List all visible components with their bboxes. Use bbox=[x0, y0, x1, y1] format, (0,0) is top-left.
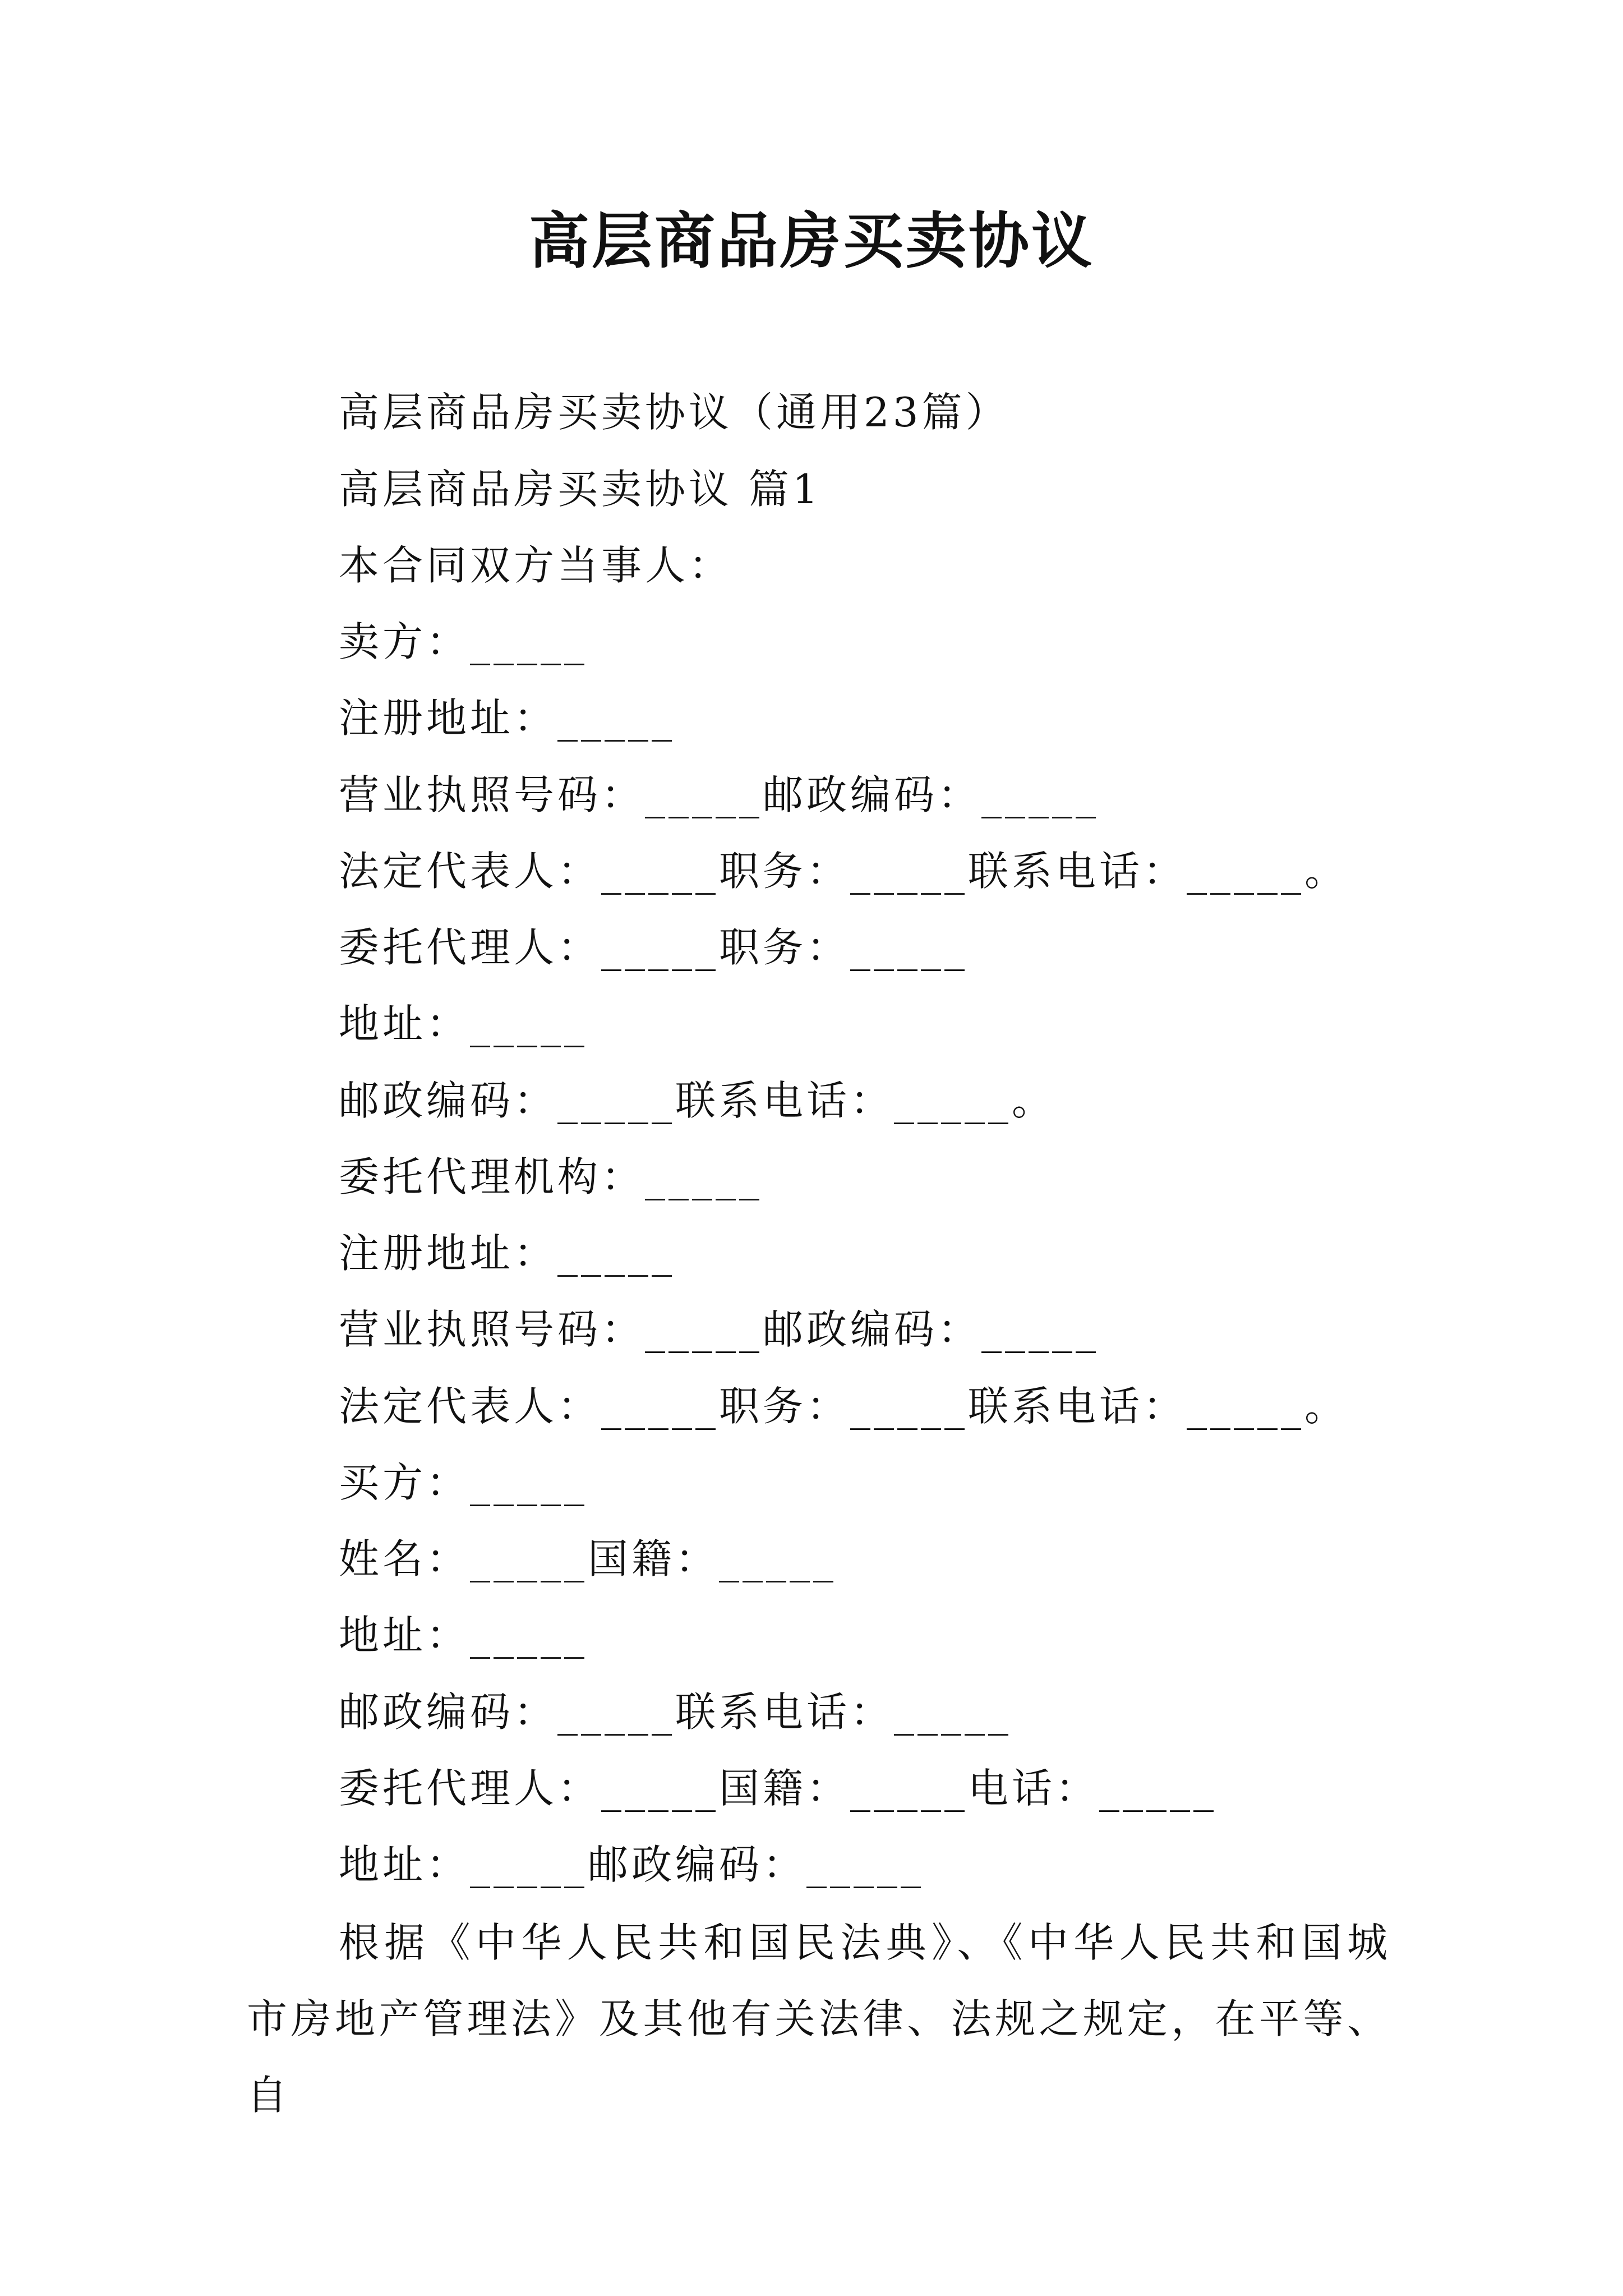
text-line-3: 本合同双方当事人： bbox=[339, 542, 733, 589]
text-line-14: 法定代表人：_____职务：_____联系电话：_____。 bbox=[339, 1383, 1349, 1430]
text-line-10: 邮政编码：_____联系电话：_____。 bbox=[339, 1077, 1056, 1124]
text-line-15: 买方：_____ bbox=[339, 1459, 588, 1506]
text-line-16: 姓名：_____国籍：_____ bbox=[339, 1535, 837, 1582]
text-line-12: 注册地址：_____ bbox=[339, 1230, 676, 1277]
text-line-4: 卖方：_____ bbox=[339, 618, 588, 665]
document-title: 高层商品房买卖协议 bbox=[528, 206, 1094, 277]
text-line-6: 营业执照号码：_____邮政编码：_____ bbox=[339, 771, 1100, 818]
text-line-2: 高层商品房买卖协议 篇1 bbox=[339, 466, 822, 513]
text-line-5: 注册地址：_____ bbox=[339, 694, 676, 742]
text-line-18: 邮政编码：_____联系电话：_____ bbox=[339, 1688, 1012, 1736]
text-line-8: 委托代理人：_____职务：_____ bbox=[339, 924, 969, 971]
text-line-7: 法定代表人：_____职务：_____联系电话：_____。 bbox=[339, 848, 1349, 895]
text-line-11: 委托代理机构：_____ bbox=[339, 1153, 763, 1200]
text-line-1: 高层商品房买卖协议（通用23篇） bbox=[339, 389, 1009, 436]
text-line-13: 营业执照号码：_____邮政编码：_____ bbox=[339, 1306, 1100, 1353]
text-line-9: 地址：_____ bbox=[339, 1000, 588, 1047]
text-line-20: 地址：_____邮政编码：_____ bbox=[339, 1841, 925, 1888]
body-paragraph: 根据《中华人民共和国民法典》、《中华人民共和国城市房地产管理法》及其他有关法律、法规之规定，在平等、自 bbox=[247, 1919, 1391, 2119]
text-line-19: 委托代理人：_____国籍：_____电话：_____ bbox=[339, 1765, 1218, 1812]
text-line-17: 地址：_____ bbox=[339, 1612, 588, 1659]
